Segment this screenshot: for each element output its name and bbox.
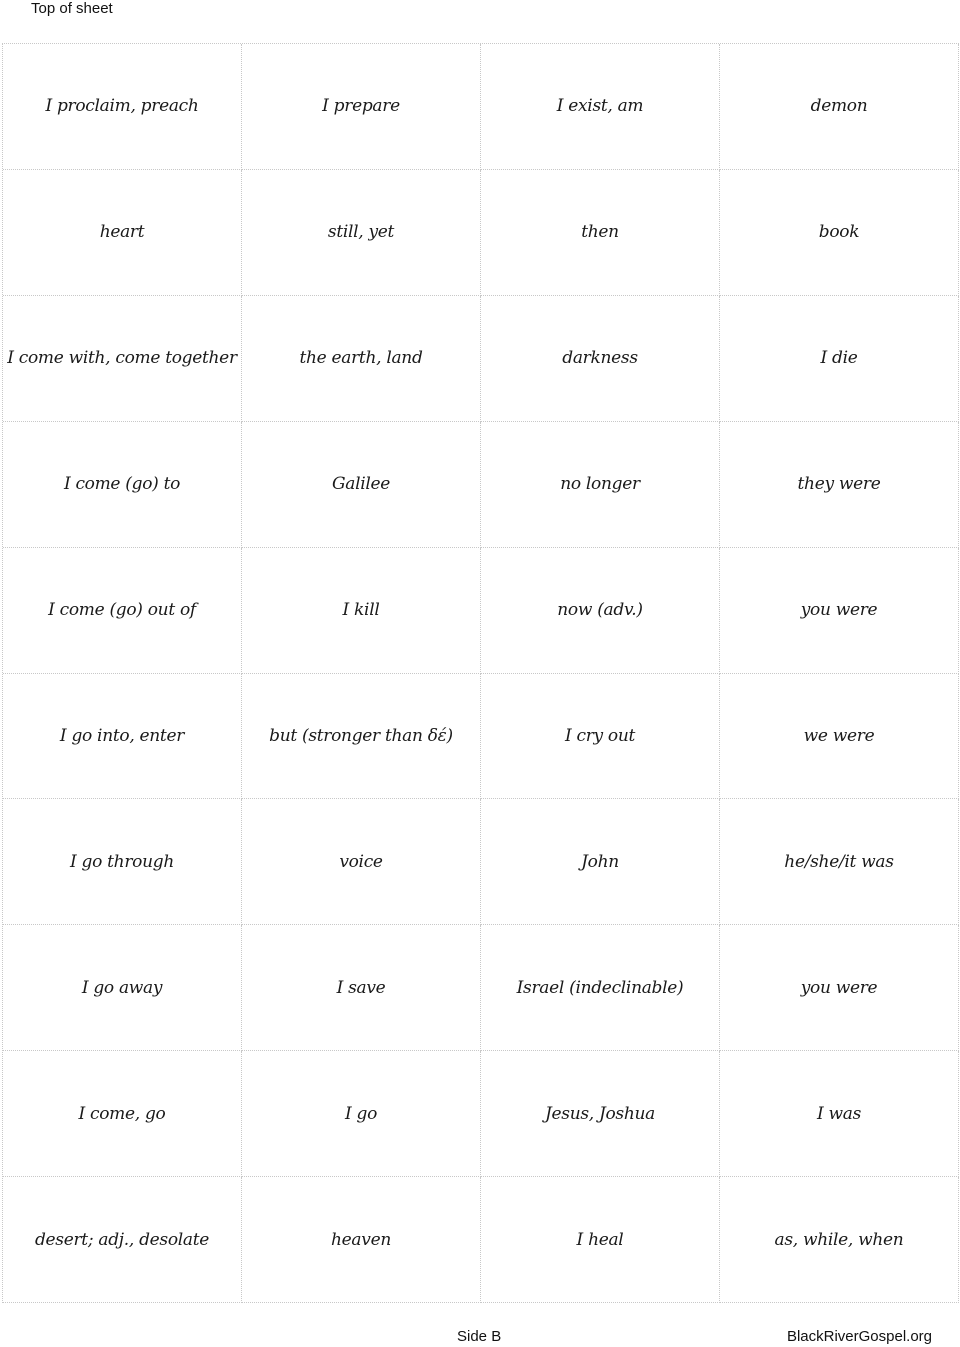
flashcard-text: still, yet — [327, 222, 395, 243]
flashcard[interactable] — [481, 296, 720, 422]
top-of-sheet-label: Top of sheet — [31, 0, 113, 17]
flashcard[interactable] — [242, 925, 481, 1051]
flashcard-text: book — [818, 222, 860, 243]
flashcard[interactable] — [720, 296, 959, 422]
flashcard-text: I proclaim, preach — [45, 96, 199, 117]
flashcard-text: I go away — [81, 977, 163, 998]
flashcard-text: no longer — [560, 474, 640, 495]
flashcard-text: I come, go — [78, 1103, 166, 1124]
flashcard[interactable] — [481, 799, 720, 925]
flashcard-text: I die — [820, 348, 858, 369]
flashcard[interactable] — [242, 422, 481, 548]
flashcard-text: demon — [810, 96, 868, 117]
flashcard-text: I prepare — [322, 96, 400, 117]
flashcard[interactable] — [3, 799, 242, 925]
flashcard[interactable] — [3, 1051, 242, 1177]
flashcard[interactable] — [3, 296, 242, 422]
flashcard-text: I save — [336, 977, 386, 998]
flashcard[interactable] — [481, 1051, 720, 1177]
flashcard-text: heart — [99, 222, 145, 243]
flashcard-text: I go into, enter — [59, 725, 185, 746]
flashcard-text: I go — [344, 1103, 378, 1124]
flashcard[interactable] — [720, 1051, 959, 1177]
side-label: Side B — [457, 1328, 502, 1345]
flashcard[interactable] — [3, 44, 242, 170]
flashcard[interactable] — [481, 422, 720, 548]
flashcard[interactable] — [242, 44, 481, 170]
flashcard-text: darkness — [562, 348, 638, 369]
flashcard[interactable] — [481, 1177, 720, 1303]
flashcard-text: I was — [816, 1103, 862, 1124]
flashcard[interactable] — [242, 674, 481, 800]
flashcard[interactable] — [481, 170, 720, 296]
flashcard-text: heaven — [331, 1229, 391, 1250]
flashcard-text: Jesus, Joshua — [545, 1103, 655, 1124]
flashcard[interactable] — [3, 422, 242, 548]
flashcard-text: desert; adj., desolate — [34, 1229, 210, 1250]
flashcard-grid — [2, 43, 959, 1303]
flashcard[interactable] — [720, 44, 959, 170]
flashcard[interactable] — [242, 296, 481, 422]
flashcard[interactable] — [242, 548, 481, 674]
flashcard-text: voice — [339, 851, 383, 872]
flashcard[interactable] — [720, 170, 959, 296]
flashcard-text: he/she/it was — [784, 851, 894, 872]
flashcard[interactable] — [720, 799, 959, 925]
flashcard-text: I exist, am — [556, 96, 644, 117]
flashcard-text: the earth, land — [299, 348, 423, 369]
flashcard-text: I come with, come together — [7, 348, 237, 369]
flashcard-text: I cry out — [564, 725, 636, 746]
flashcard[interactable] — [3, 170, 242, 296]
flashcard-text: as, while, when — [774, 1229, 904, 1250]
flashcard-text: I come (go) to — [63, 474, 181, 495]
flashcard-text: you were — [800, 600, 878, 621]
flashcard[interactable] — [481, 44, 720, 170]
flashcard-text: I come (go) out of — [48, 600, 196, 621]
flashcard-text: they were — [797, 474, 881, 495]
flashcard[interactable] — [242, 170, 481, 296]
flashcard-text: but (stronger than δέ) — [269, 725, 453, 746]
flashcard[interactable] — [481, 674, 720, 800]
flashcard-text: we were — [803, 725, 875, 746]
flashcard[interactable] — [481, 548, 720, 674]
flashcard[interactable] — [3, 925, 242, 1051]
flashcard[interactable] — [242, 1177, 481, 1303]
flashcard-text: John — [581, 851, 619, 872]
flashcard-text: Israel (indeclinable) — [516, 977, 684, 998]
flashcard[interactable] — [720, 1177, 959, 1303]
site-label: BlackRiverGospel.org — [786, 1328, 932, 1345]
flashcard-text: Galilee — [331, 474, 391, 495]
flashcard[interactable] — [720, 925, 959, 1051]
flashcard-text: I heal — [576, 1229, 624, 1250]
flashcard[interactable] — [720, 674, 959, 800]
flashcard-text: then — [581, 222, 619, 243]
flashcard[interactable] — [242, 1051, 481, 1177]
flashcard[interactable] — [720, 548, 959, 674]
flashcard[interactable] — [3, 548, 242, 674]
flashcard[interactable] — [242, 799, 481, 925]
flashcard-text: you were — [800, 977, 878, 998]
flashcard-text: now (adv.) — [557, 600, 643, 621]
flashcard-text: I go through — [70, 851, 174, 872]
flashcard-text: I kill — [342, 600, 380, 621]
flashcard[interactable] — [3, 1177, 242, 1303]
flashcard[interactable] — [481, 925, 720, 1051]
flashcard[interactable] — [3, 674, 242, 800]
flashcard[interactable] — [720, 422, 959, 548]
